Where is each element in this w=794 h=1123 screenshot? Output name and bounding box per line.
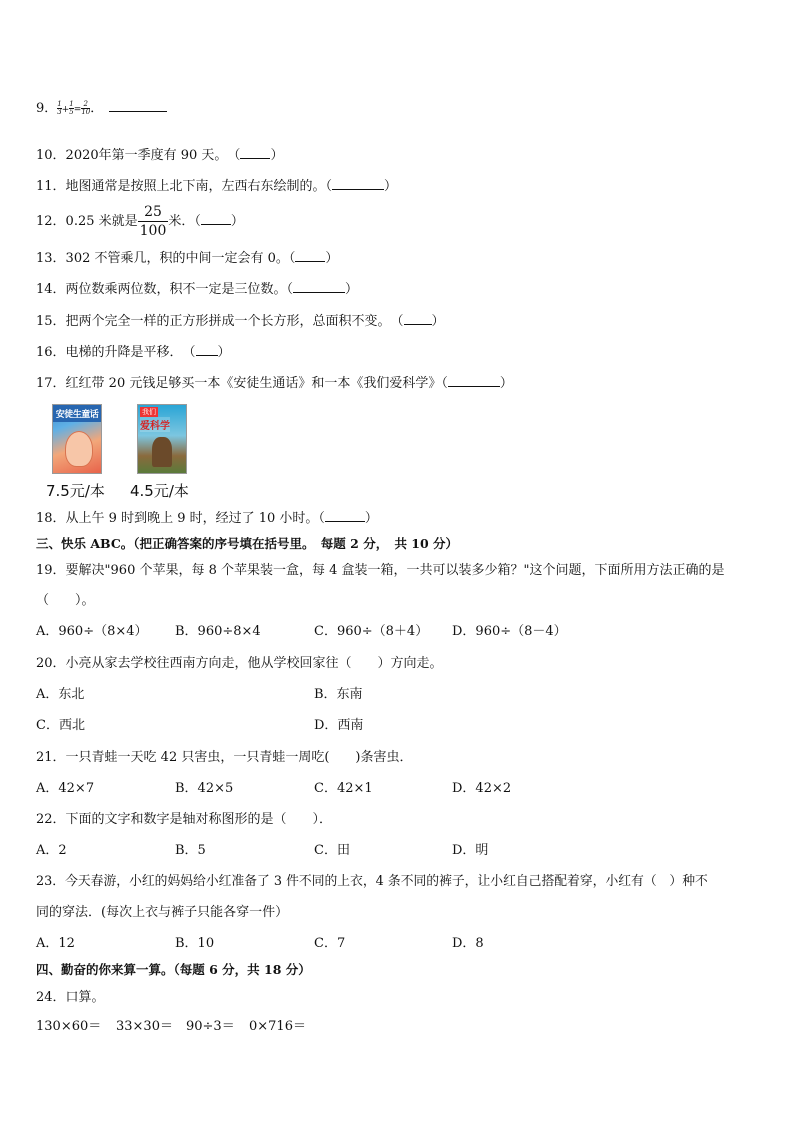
question-19-line-1: 19．要解决"960 个苹果，每 8 个苹果装一盒，每 4 盒装一箱，一共可以装多少箱？"这个问题，下面所用方法正确的是	[36, 563, 725, 578]
question-23-line-2: 同的穿法．(每次上衣与裤子只能各穿一件）	[36, 905, 289, 920]
option-b[interactable]: B．960÷8×4	[175, 624, 261, 639]
option-b[interactable]: B．5	[175, 843, 206, 858]
question-20: 20．小亮从家去学校往西南方向走，他从学校回家往（ ）方向走。	[36, 656, 443, 671]
question-text: 17．红红带 20 元钱足够买一本《安徒生通话》和一本《我们爱科学》（	[36, 376, 448, 391]
question-16	[36, 343, 231, 362]
book-cover-title: 爱科学	[140, 417, 170, 432]
book-cover-andersen	[52, 404, 102, 474]
question-10	[36, 146, 283, 165]
answer-blank[interactable]	[448, 374, 500, 387]
section-3-heading: 三、快乐 ABC。（把正确答案的序号填在括号里。 每题 2 分， 共 10 分）	[36, 536, 459, 551]
option-b[interactable]: B．10	[175, 936, 215, 951]
question-text: 米．（	[168, 214, 201, 229]
close-paren: ）	[384, 179, 398, 194]
fraction-25-100: $\frac{25}{100}$	[139, 204, 167, 239]
close-paren: ）	[270, 148, 284, 163]
question-21: 21．一只青蛙一天吃 42 只害虫，一只青蛙一周吃( )条害虫．	[36, 750, 413, 765]
close-paren: ）	[499, 376, 513, 391]
question-text: 15．把两个完全一样的正方形拼成一个长方形，总面积不变。 （	[36, 314, 404, 329]
calc-item: 33×30＝	[116, 1019, 173, 1034]
option-d[interactable]: D．960÷（8－4）	[452, 624, 567, 639]
figure-illustration	[152, 437, 172, 467]
section-4-heading: 四、勤奋的你来算一算。（每题 6 分，共 18 分）	[36, 962, 311, 977]
close-paren: ）	[230, 214, 244, 229]
answer-blank[interactable]	[240, 146, 270, 159]
close-paren: ）	[431, 314, 445, 329]
option-c[interactable]: C．42×1	[314, 781, 373, 796]
option-a[interactable]: A．42×7	[36, 781, 95, 796]
option-a[interactable]: A．东北	[36, 687, 85, 702]
answer-blank[interactable]	[109, 99, 167, 112]
equals-sign: =	[73, 105, 82, 115]
close-paren: ）	[345, 282, 359, 297]
question-23-line-1: 23．今天春游，小红的妈妈给小红准备了 3 件不同的上衣，4 条不同的裤子，让小红自己搭配着穿，小红有（ ）种不	[36, 874, 708, 889]
option-a[interactable]: A．960÷（8×4）	[36, 624, 148, 639]
answer-blank[interactable]	[295, 249, 325, 262]
fraction: $\frac{2}{10}$	[81, 100, 91, 116]
question-text: 11．地图通常是按照上北下南，左西右东绘制的。（	[36, 179, 333, 194]
question-text: 13．302 不管乘几，积的中间一定会有 0。（	[36, 251, 296, 266]
option-c[interactable]: C．960÷（8＋4）	[314, 624, 429, 639]
fraction: $\frac{1}{3}$	[57, 100, 62, 116]
close-paren: ）	[364, 511, 378, 526]
close-paren: ）	[217, 345, 231, 360]
question-17	[36, 374, 513, 393]
calc-item: 90÷3＝	[186, 1019, 235, 1034]
option-a[interactable]: A．2	[36, 843, 67, 858]
book-cover-title: 安徒生童话	[53, 405, 101, 422]
option-d[interactable]: D．西南	[314, 718, 364, 733]
question-text: 14．两位数乘两位数，积不一定是三位数。（	[36, 282, 294, 297]
question-text: 16．电梯的升降是平移． （	[36, 345, 196, 360]
option-b[interactable]: B．42×5	[175, 781, 234, 796]
book-price-andersen: 7.5元/本	[46, 482, 105, 500]
option-c[interactable]: C．西北	[36, 718, 85, 733]
question-14	[36, 280, 358, 299]
question-9	[36, 99, 167, 119]
fraction: $\frac{1}{5}$	[69, 100, 74, 116]
option-b[interactable]: B．东南	[314, 687, 363, 702]
answer-blank[interactable]	[201, 212, 231, 225]
question-24: 24．口算。	[36, 990, 105, 1005]
question-18	[36, 509, 378, 528]
answer-blank[interactable]	[325, 509, 365, 522]
question-text: 18．从上午 9 时到晚上 9 时，经过了 10 小时。（	[36, 511, 325, 526]
question-12	[36, 203, 244, 243]
question-text: 10．2020年第一季度有 90 天。 （	[36, 148, 241, 163]
book-cover-subtitle: 我们	[142, 408, 156, 416]
answer-blank[interactable]	[196, 343, 218, 356]
answer-blank[interactable]	[332, 177, 384, 190]
book-price-science: 4.5元/本	[130, 482, 189, 500]
mermaid-illustration	[65, 431, 93, 467]
question-22: 22．下面的文字和数字是轴对称图形的是（ ）．	[36, 812, 333, 827]
option-d[interactable]: D．42×2	[452, 781, 512, 796]
option-c[interactable]: C．7	[314, 936, 346, 951]
plus-sign: +	[61, 105, 70, 115]
option-a[interactable]: A．12	[36, 936, 75, 951]
close-paren: ）	[325, 251, 339, 266]
calc-item: 0×716＝	[249, 1019, 306, 1034]
calc-item: 130×60＝	[36, 1019, 102, 1034]
option-c[interactable]: C．田	[314, 843, 350, 858]
question-13	[36, 249, 338, 268]
question-19-line-2: （ ）。	[36, 593, 95, 608]
book-cover-science	[137, 404, 187, 474]
question-11	[36, 177, 397, 196]
period: ．	[90, 101, 104, 116]
answer-blank[interactable]	[404, 312, 432, 325]
answer-blank[interactable]	[293, 280, 345, 293]
question-text: 12．0.25 米就是	[36, 214, 138, 229]
option-d[interactable]: D．明	[452, 843, 489, 858]
option-d[interactable]: D．8	[452, 936, 484, 951]
question-15	[36, 312, 445, 331]
question-number: 9．	[36, 101, 58, 116]
